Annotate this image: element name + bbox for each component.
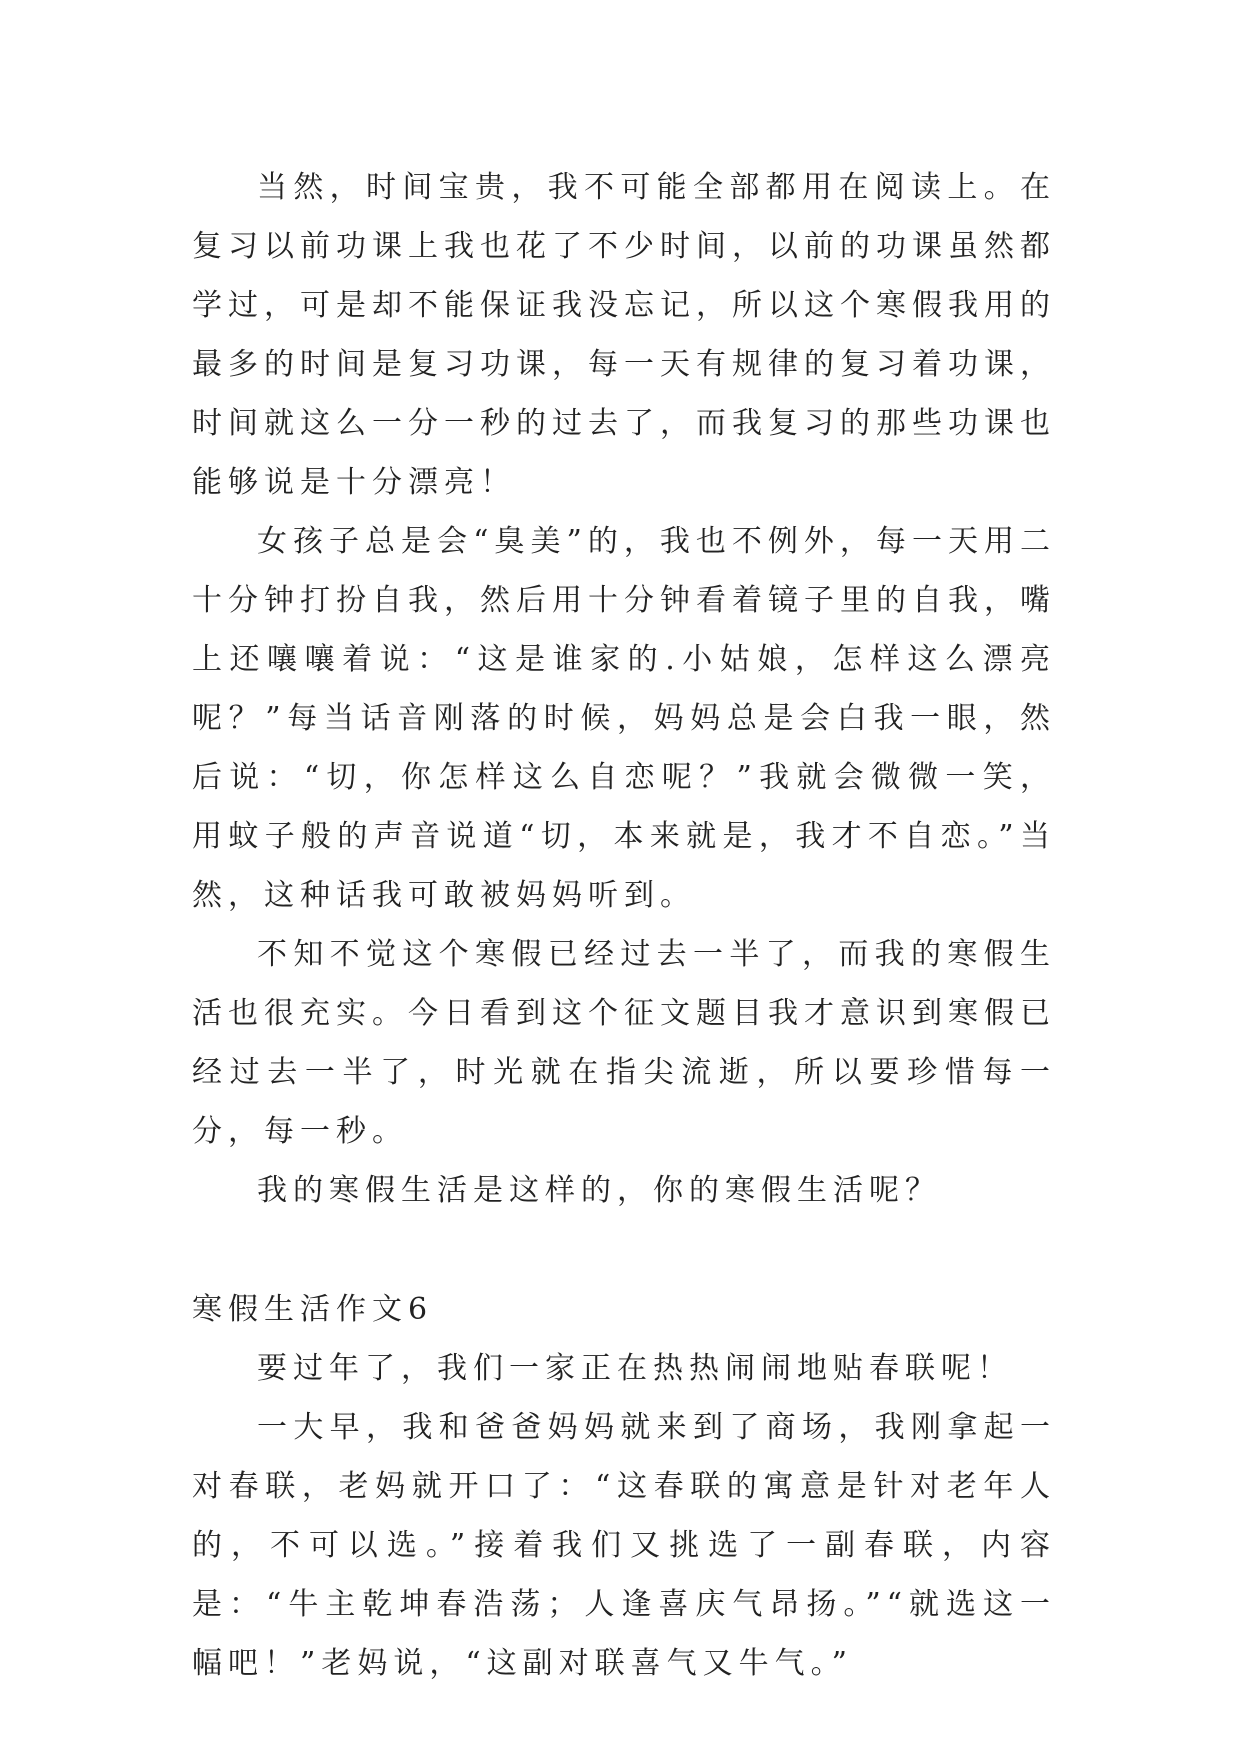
section-spacer (192, 1220, 1056, 1280)
paragraph: 一大早，我和爸爸妈妈就来到了商场，我刚拿起一对春联，老妈就开口了：“这春联的寓意是针对老年人的，不可以选。”接着我们又挑选了一副春联，内容是：“牛主乾坤春浩荡；人逢喜庆气昂扬。”“就选这一幅吧！”老妈说，“这副对联喜气又牛气。” (192, 1410, 1056, 1681)
paragraph: 女孩子总是会“臭美”的，我也不例外，每一天用二十分钟打扮自我，然后用十分钟看着镜子里的自我，嘴上还嚷嚷着说：“这是谁家的.小姑娘，怎样这么漂亮呢？”每当话音刚落的时候，妈妈总是会白我一眼，然后说：“切，你怎样这么自恋呢？”我就会微微一笑，用蚊子般的声音说道“切，本来就是，我才不自恋。”当然，这种话我可敢被妈妈听到。 (192, 524, 1056, 913)
paragraph: 不知不觉这个寒假已经过去一半了，而我的寒假生活也很充实。今日看到这个征文题目我才意识到寒假已经过去一半了，时光就在指尖流逝，所以要珍惜每一分，每一秒。 (192, 937, 1056, 1149)
section-title: 寒假生活作文6 (192, 1292, 434, 1327)
paragraph: 当然，时间宝贵，我不可能全部都用在阅读上。在复习以前功课上我也花了不少时间，以前的功课虽然都学过，可是却不能保证我没忘记，所以这个寒假我用的最多的时间是复习功课，每一天有规律的复习着功课，时间就这么一分一秒的过去了，而我复习的那些功课也能够说是十分漂亮！ (192, 170, 1056, 500)
document-body (192, 158, 1056, 1693)
paragraph: 我的寒假生活是这样的，你的寒假生活呢？ (257, 1173, 941, 1208)
paragraph: 要过年了，我们一家正在热热闹闹地贴春联呢！ (257, 1351, 1013, 1386)
